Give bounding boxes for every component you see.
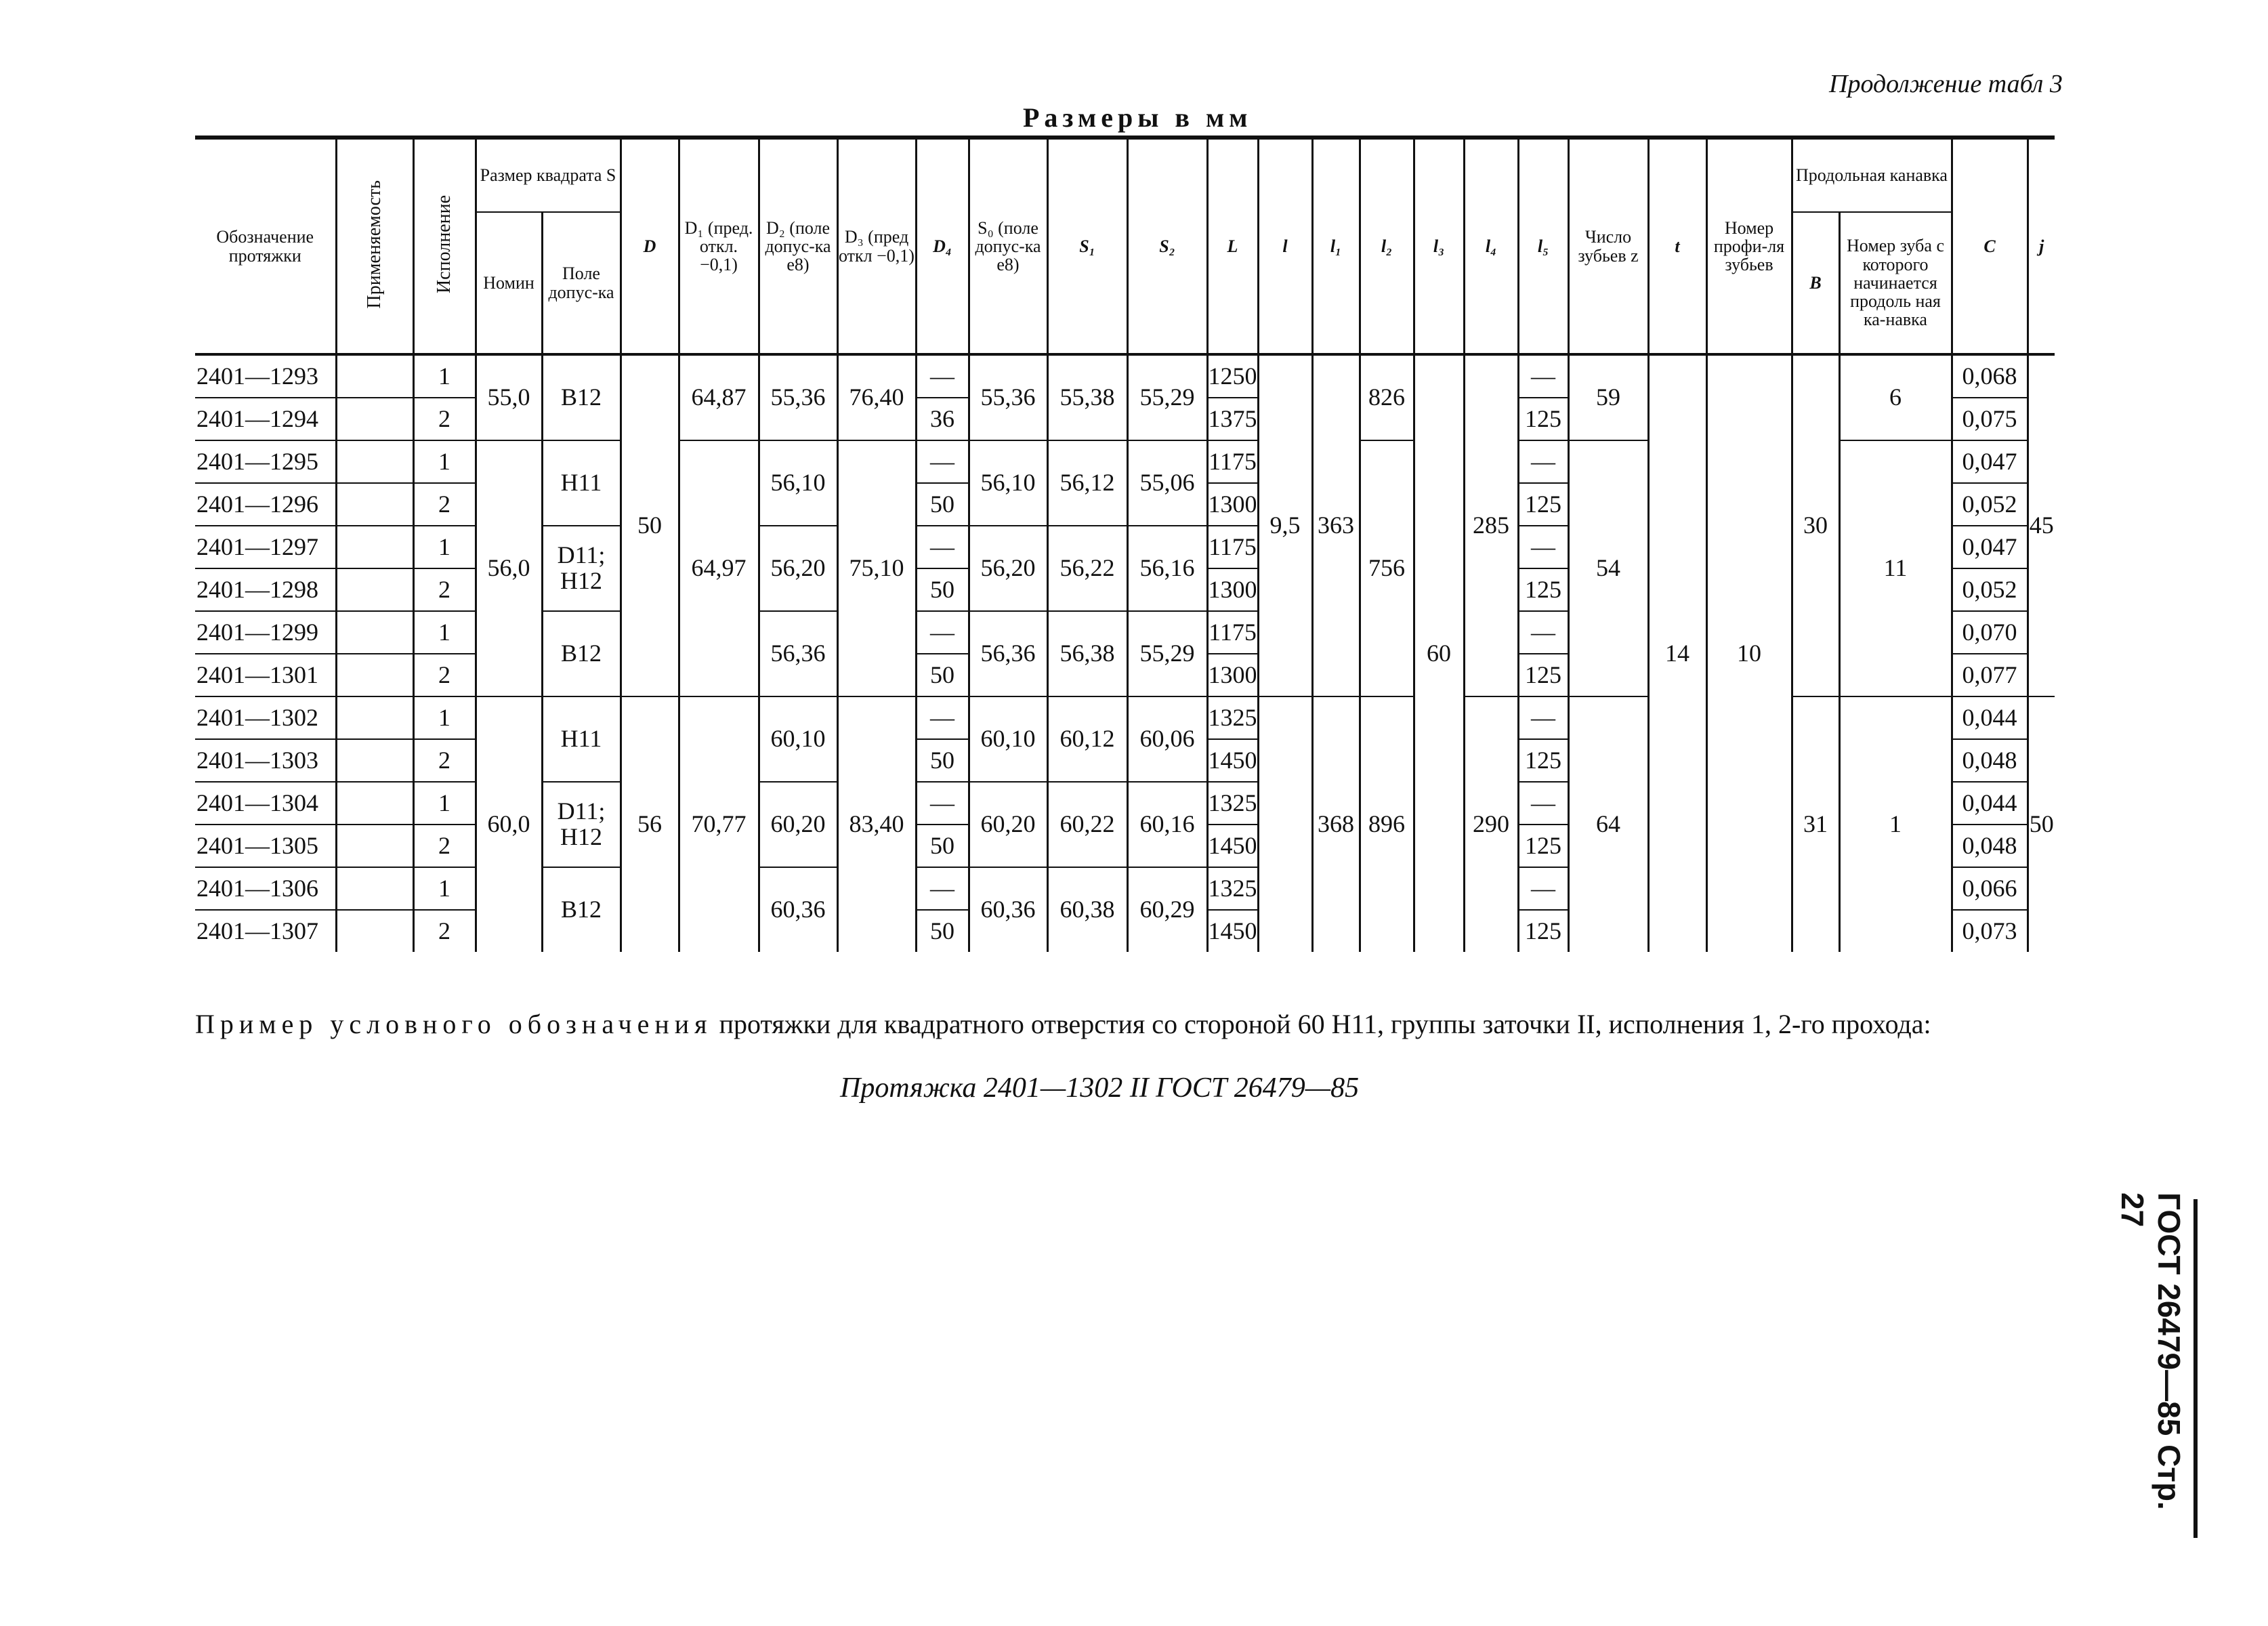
C-cell: 0,052 — [1952, 483, 2028, 526]
D-cell: 56 — [621, 696, 679, 952]
units-title: Размеры в мм — [1023, 102, 1253, 133]
groove-start-cell: 6 — [1839, 354, 1952, 440]
C-cell: 0,047 — [1952, 440, 2028, 483]
version-cell: 2 — [413, 398, 476, 440]
C-cell: 0,073 — [1952, 910, 2028, 952]
applicability-cell — [336, 910, 413, 952]
version-cell: 1 — [413, 354, 476, 398]
D1-cell: 64,87 — [679, 354, 759, 440]
l2-cell: 826 — [1360, 354, 1414, 440]
D4-cell: — — [916, 867, 969, 910]
l5-cell: — — [1518, 354, 1568, 398]
D4-cell: 50 — [916, 910, 969, 952]
S1-cell: 60,12 — [1047, 696, 1127, 782]
header-designation: Обозначение протяжки — [195, 138, 336, 354]
S0-cell: 56,10 — [969, 440, 1047, 526]
l5-cell: — — [1518, 782, 1568, 825]
L-cell: 1300 — [1207, 654, 1258, 696]
S0-cell: 60,36 — [969, 867, 1047, 952]
l5-cell: 125 — [1518, 568, 1568, 611]
D4-cell: — — [916, 611, 969, 654]
page-side-label: ГОСТ 26479—85 Стр. 27 — [2115, 1192, 2187, 1510]
S2-cell: 55,06 — [1127, 440, 1207, 526]
header-l3: l₃ — [1414, 138, 1464, 354]
L-cell: 1300 — [1207, 568, 1258, 611]
header-C: C — [1952, 138, 2028, 354]
row-code: 2401—1305 — [195, 825, 336, 867]
D4-cell: 50 — [916, 739, 969, 782]
l5-cell: — — [1518, 867, 1568, 910]
C-cell: 0,048 — [1952, 739, 2028, 782]
C-cell: 0,075 — [1952, 398, 2028, 440]
profile-cell: 10 — [1706, 354, 1792, 952]
row-code: 2401—1304 — [195, 782, 336, 825]
S0-cell: 56,36 — [969, 611, 1047, 696]
header-t: t — [1648, 138, 1706, 354]
dimensions-table-container — [195, 136, 2055, 952]
l5-cell: 125 — [1518, 483, 1568, 526]
header-B: B — [1792, 212, 1839, 354]
tolerance-cell: H11 — [542, 440, 621, 526]
example-paragraph — [195, 1008, 2105, 1040]
L-cell: 1250 — [1207, 354, 1258, 398]
C-cell: 0,047 — [1952, 526, 2028, 568]
j-cell: 50 — [2028, 696, 2055, 952]
applicability-cell — [336, 696, 413, 739]
header-D1: D₁ (пред. откл. −0,1) — [679, 138, 759, 354]
version-cell: 1 — [413, 526, 476, 568]
L-cell: 1450 — [1207, 825, 1258, 867]
applicability-cell — [336, 354, 413, 398]
l5-cell: — — [1518, 696, 1568, 739]
tolerance-cell: D11; H12 — [542, 782, 621, 867]
row-code: 2401—1307 — [195, 910, 336, 952]
nominal-cell: 60,0 — [476, 696, 542, 952]
tolerance-cell: B12 — [542, 611, 621, 696]
l-cell: 9,5 — [1258, 354, 1312, 696]
header-nominal: Номин — [476, 212, 542, 354]
row-code: 2401—1306 — [195, 867, 336, 910]
row-code: 2401—1302 — [195, 696, 336, 739]
version-cell: 2 — [413, 910, 476, 952]
D4-cell: 50 — [916, 825, 969, 867]
L-cell: 1450 — [1207, 739, 1258, 782]
t-cell: 14 — [1648, 354, 1706, 952]
tolerance-cell: H11 — [542, 696, 621, 782]
header-version: Исполнение — [413, 138, 476, 354]
header-groove-start: Номер зуба с которого начинается продоль ная ка-навка — [1839, 212, 1952, 354]
D2-cell: 55,36 — [759, 354, 837, 440]
groove-start-cell: 1 — [1839, 696, 1952, 952]
D4-cell: — — [916, 696, 969, 739]
l2-cell: 756 — [1360, 440, 1414, 696]
row-code: 2401—1297 — [195, 526, 336, 568]
l1-cell: 368 — [1312, 696, 1360, 952]
S0-cell: 60,10 — [969, 696, 1047, 782]
l-cell-empty — [1258, 696, 1312, 952]
S1-cell: 60,38 — [1047, 867, 1127, 952]
S0-cell: 56,20 — [969, 526, 1047, 611]
example-formula: Протяжка 2401—1302 II ГОСТ 26479—85 — [840, 1072, 1360, 1104]
C-cell: 0,077 — [1952, 654, 2028, 696]
version-cell: 2 — [413, 483, 476, 526]
S2-cell: 60,16 — [1127, 782, 1207, 867]
row-code: 2401—1301 — [195, 654, 336, 696]
L-cell: 1175 — [1207, 440, 1258, 483]
D4-cell: 50 — [916, 654, 969, 696]
C-cell: 0,044 — [1952, 782, 2028, 825]
header-l2: l₂ — [1360, 138, 1414, 354]
applicability-cell — [336, 440, 413, 483]
D2-cell: 56,20 — [759, 526, 837, 611]
S1-cell: 56,38 — [1047, 611, 1127, 696]
tolerance-cell: D11; H12 — [542, 526, 621, 611]
header-groove: Продольная канавка — [1792, 138, 1952, 212]
S1-cell: 60,22 — [1047, 782, 1127, 867]
header-teeth: Число зубьев z — [1568, 138, 1648, 354]
l5-cell: — — [1518, 611, 1568, 654]
D4-cell: — — [916, 782, 969, 825]
l4-cell: 290 — [1464, 696, 1518, 952]
S2-cell: 56,16 — [1127, 526, 1207, 611]
version-cell: 1 — [413, 611, 476, 654]
header-L: L — [1207, 138, 1258, 354]
L-cell: 1325 — [1207, 696, 1258, 739]
applicability-cell — [336, 867, 413, 910]
B-cell: 31 — [1792, 696, 1839, 952]
header-D2: D₂ (поле допус-ка е8) — [759, 138, 837, 354]
l5-cell: 125 — [1518, 825, 1568, 867]
D2-cell: 60,20 — [759, 782, 837, 867]
continuation-label: Продолжение табл 3 — [1829, 70, 2063, 98]
D-cell: 50 — [621, 354, 679, 696]
C-cell: 0,070 — [1952, 611, 2028, 654]
version-cell: 2 — [413, 568, 476, 611]
header-applicability: Применяемость — [336, 138, 413, 354]
teeth-cell: 59 — [1568, 354, 1648, 440]
D4-cell: — — [916, 440, 969, 483]
header-S2: S₂ — [1127, 138, 1207, 354]
S1-cell: 56,12 — [1047, 440, 1127, 526]
D2-cell: 60,36 — [759, 867, 837, 952]
applicability-cell — [336, 483, 413, 526]
applicability-cell — [336, 398, 413, 440]
D1-cell: 64,97 — [679, 440, 759, 696]
header-l: l — [1258, 138, 1312, 354]
C-cell: 0,044 — [1952, 696, 2028, 739]
example-lead: Пример условного обозначения — [195, 1009, 713, 1039]
dimensions-table — [195, 136, 2055, 952]
header-j: j — [2028, 138, 2055, 354]
L-cell: 1325 — [1207, 867, 1258, 910]
l5-cell: 125 — [1518, 910, 1568, 952]
C-cell: 0,052 — [1952, 568, 2028, 611]
l5-cell: 125 — [1518, 398, 1568, 440]
row-code: 2401—1294 — [195, 398, 336, 440]
S2-cell: 55,29 — [1127, 611, 1207, 696]
S2-cell: 60,06 — [1127, 696, 1207, 782]
tolerance-cell: B12 — [542, 867, 621, 952]
applicability-cell — [336, 782, 413, 825]
example-text: протяжки для квадратного отверстия со стороной 60 H11, группы заточки II, исполнения 1, 2-го прохода: — [712, 1009, 1931, 1039]
C-cell: 0,048 — [1952, 825, 2028, 867]
header-l4: l₄ — [1464, 138, 1518, 354]
row-code: 2401—1293 — [195, 354, 336, 398]
tolerance-cell: B12 — [542, 354, 621, 440]
applicability-cell — [336, 739, 413, 782]
applicability-cell — [336, 654, 413, 696]
l5-cell: — — [1518, 440, 1568, 483]
header-l5: l₅ — [1518, 138, 1568, 354]
D4-cell: 50 — [916, 483, 969, 526]
version-cell: 1 — [413, 696, 476, 739]
L-cell: 1175 — [1207, 611, 1258, 654]
C-cell: 0,066 — [1952, 867, 2028, 910]
D2-cell: 56,10 — [759, 440, 837, 526]
applicability-cell — [336, 611, 413, 654]
header-S0: S₀ (поле допус-ка е8) — [969, 138, 1047, 354]
C-cell: 0,068 — [1952, 354, 2028, 398]
S2-cell: 55,29 — [1127, 354, 1207, 440]
l1-cell: 363 — [1312, 354, 1360, 696]
header-D3: D₃ (пред откл −0,1) — [837, 138, 916, 354]
row-code: 2401—1298 — [195, 568, 336, 611]
S0-cell: 55,36 — [969, 354, 1047, 440]
L-cell: 1325 — [1207, 782, 1258, 825]
row-code: 2401—1296 — [195, 483, 336, 526]
S0-cell: 60,20 — [969, 782, 1047, 867]
L-cell: 1175 — [1207, 526, 1258, 568]
header-tolerance-field: Поле допус-ка — [542, 212, 621, 354]
l5-cell: — — [1518, 526, 1568, 568]
S1-cell: 55,38 — [1047, 354, 1127, 440]
D3-cell: 83,40 — [837, 696, 916, 952]
D2-cell: 60,10 — [759, 696, 837, 782]
D3-cell: 75,10 — [837, 440, 916, 696]
row-code: 2401—1295 — [195, 440, 336, 483]
header-square-size: Размер квадрата S — [476, 138, 621, 212]
l2-cell: 896 — [1360, 696, 1414, 952]
teeth-cell: 64 — [1568, 696, 1648, 952]
header-l1: l₁ — [1312, 138, 1360, 354]
applicability-cell — [336, 568, 413, 611]
l5-cell: 125 — [1518, 654, 1568, 696]
D4-cell: 50 — [916, 568, 969, 611]
D1-cell: 70,77 — [679, 696, 759, 952]
D4-cell: — — [916, 354, 969, 398]
header-D4: D₄ — [916, 138, 969, 354]
S2-cell: 60,29 — [1127, 867, 1207, 952]
teeth-cell: 54 — [1568, 440, 1648, 696]
B-cell: 30 — [1792, 354, 1839, 696]
side-bar-rule — [2193, 1199, 2198, 1538]
groove-start-cell: 11 — [1839, 440, 1952, 696]
row-code: 2401—1303 — [195, 739, 336, 782]
version-cell: 2 — [413, 825, 476, 867]
D4-cell: 36 — [916, 398, 969, 440]
l4-cell: 285 — [1464, 354, 1518, 696]
version-cell: 1 — [413, 782, 476, 825]
row-code: 2401—1299 — [195, 611, 336, 654]
l5-cell: 125 — [1518, 739, 1568, 782]
L-cell: 1300 — [1207, 483, 1258, 526]
L-cell: 1375 — [1207, 398, 1258, 440]
D2-cell: 56,36 — [759, 611, 837, 696]
applicability-cell — [336, 526, 413, 568]
version-cell: 1 — [413, 440, 476, 483]
D3-cell: 76,40 — [837, 354, 916, 440]
version-cell: 2 — [413, 739, 476, 782]
D4-cell: — — [916, 526, 969, 568]
L-cell: 1450 — [1207, 910, 1258, 952]
version-cell: 2 — [413, 654, 476, 696]
l3-cell: 60 — [1414, 354, 1464, 952]
nominal-cell: 56,0 — [476, 440, 542, 696]
applicability-cell — [336, 825, 413, 867]
version-cell: 1 — [413, 867, 476, 910]
j-cell: 45 — [2028, 354, 2055, 696]
header-profile: Номер профи-ля зубьев — [1706, 138, 1792, 354]
header-D: D — [621, 138, 679, 354]
nominal-cell: 55,0 — [476, 354, 542, 440]
header-S1: S₁ — [1047, 138, 1127, 354]
S1-cell: 56,22 — [1047, 526, 1127, 611]
